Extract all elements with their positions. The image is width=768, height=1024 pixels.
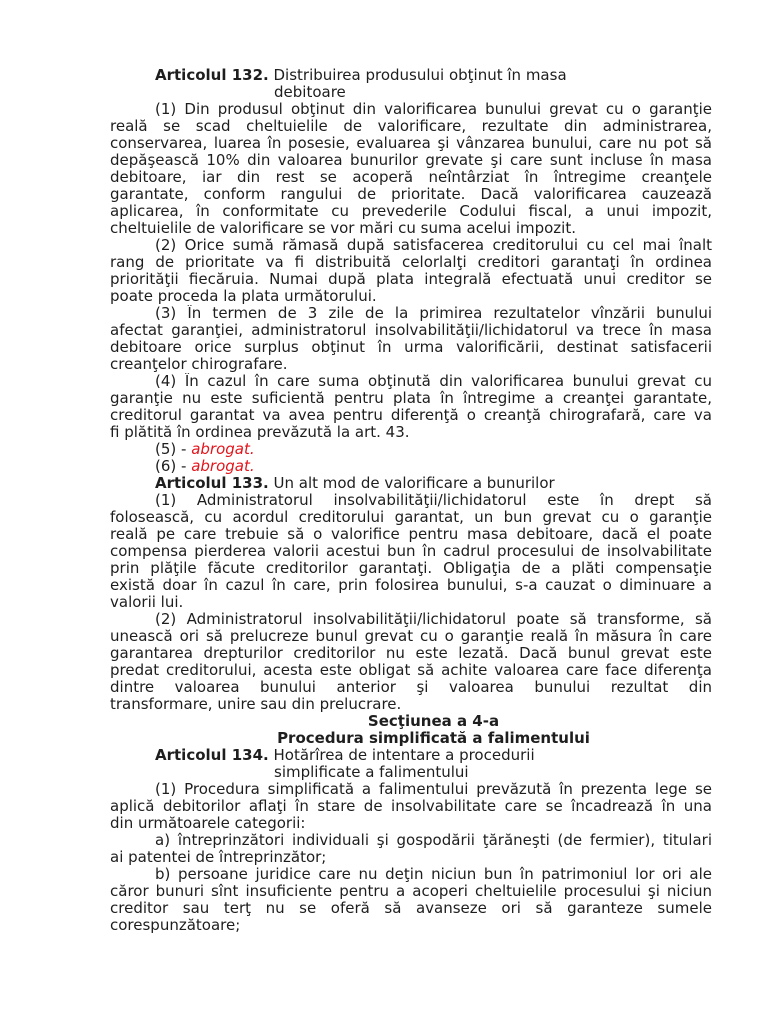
art133-par2-line: (2) Administratorul insolvabilităţii/lichidatorul poate să transforme, să bbox=[155, 611, 712, 628]
art134-item-a-line: a) întreprinzători individuali şi gospodării ţărăneşti (de fermier), titulari bbox=[155, 832, 712, 849]
article-134-heading bbox=[110, 747, 712, 764]
art134-item-b-line: căror bunuri sînt insuficiente pentru a acoperi cheltuielile procesului şi niciun bbox=[110, 883, 712, 900]
article-133-label: Articolul 133. bbox=[155, 474, 269, 492]
art132-par3-line: debitoare orice surplus obţinut în urma valorificării, destinat satisfacerii bbox=[110, 339, 712, 356]
article-132-label: Articolul 132. bbox=[155, 66, 269, 84]
art133-par1-line: compensa pierderea valorii acestui bun în cadrul procesului de insolvabilitate bbox=[110, 543, 712, 560]
article-132-heading bbox=[110, 67, 712, 84]
article-133-heading bbox=[110, 475, 712, 492]
art133-par2-line: garantarea drepturilor creditorilor nu este lezată. Dacă bunul grevat este bbox=[110, 645, 712, 662]
art134-par1-line: (1) Procedura simplificată a falimentului prevăzută în prezenta lege se bbox=[155, 781, 712, 798]
art134-item-b-line: creditor sau terţ nu se oferă să avanseze ori să garanteze sumele bbox=[110, 900, 712, 917]
art134-item-a-line: ai patentei de întreprinzător; bbox=[110, 848, 327, 866]
art132-par4-line: (4) În cazul în care suma obţinută din valorificarea bunului grevat cu bbox=[155, 373, 712, 390]
art132-par4-line: garanţie nu este suficientă pentru plata în întregime a creanţei garantate, bbox=[110, 390, 712, 407]
art132-par3-line: (3) În termen de 3 zile de la primirea rezultatelor vînzării bunului bbox=[155, 305, 712, 322]
document-page bbox=[110, 67, 712, 934]
art133-par1-line: (1) Administratorul insolvabilităţii/lichidatorul este în drept să bbox=[155, 492, 712, 509]
article-134-title: Hotărîrea de intentare a procedurii bbox=[273, 746, 535, 764]
abrogated-status: abrogat. bbox=[191, 457, 255, 475]
art132-par3-line: afectat garanţiei, administratorul insolvabilităţii/lichidatorul va trece în masa bbox=[110, 322, 712, 339]
art132-par2-line: priorităţii fiecăruia. Numai după plata integrală efectuată unui creditor se bbox=[110, 271, 712, 288]
art132-par1-line: garantate, conform rangului de prioritate. Dacă valorificarea cauzează bbox=[110, 186, 712, 203]
art133-par2-line: unească ori să prelucreze bunul grevat cu o garanţie reală în măsura în care bbox=[110, 628, 712, 645]
art132-par1-line: depăşească 10% din valoarea bunurilor grevate şi care sunt incluse în masa bbox=[110, 152, 712, 169]
art132-par2-line: rang de prioritate va fi distribuită celorlalţi creditori garantaţi în ordinea bbox=[110, 254, 712, 271]
article-132-title: Distribuirea produsului obţinut în masa bbox=[273, 66, 567, 84]
art133-par2-line: dintre valoarea bunului anterior şi valoarea bunului rezultat din bbox=[110, 679, 712, 696]
section-heading: Secţiunea a 4-a bbox=[367, 712, 500, 730]
art133-par1-line: valorii lui. bbox=[110, 593, 184, 611]
art134-item-b-line: b) persoane juridice care nu deţin niciun bun în patrimoniul lor ori ale bbox=[155, 866, 712, 883]
art133-par2-line: predat creditorului, acesta este obligat să achite valoarea care face diferenţa bbox=[110, 662, 712, 679]
art132-par1-line: conservarea, luarea în posesie, evaluarea şi vânzarea bunului, care nu pot să bbox=[110, 135, 712, 152]
art133-par1-line: folosească, cu acordul creditorului garantat, un bun grevat cu o garanţie bbox=[110, 509, 712, 526]
article-134-title-continued: simplificate a falimentului bbox=[274, 763, 469, 781]
art132-par1-line: (1) Din produsul obţinut din valorificarea bunului grevat cu o garanţie bbox=[155, 101, 712, 118]
art132-par1-line: cheltuielile de valorificare se vor mări cu suma acelui impozit. bbox=[110, 219, 576, 237]
article-132-title-continued: debitoare bbox=[274, 83, 346, 101]
paragraph-number: (6) - bbox=[155, 457, 187, 475]
art132-par3-line: creanţelor chirografare. bbox=[110, 355, 288, 373]
art132-par1-line: reală se scad cheltuielile de valorificare, rezultate din administrarea, bbox=[110, 118, 712, 135]
art133-par1-line: reală pe care trebuie să o valorifice pentru masa debitoare, dacă el poate bbox=[110, 526, 712, 543]
abrogated-status: abrogat. bbox=[191, 440, 255, 458]
art134-item-b-line: corespunzătoare; bbox=[110, 916, 241, 934]
art132-par4-line: fi plătită în ordinea prevăzută la art. 43. bbox=[110, 423, 410, 441]
art134-par1-line: aplică debitorilor aflaţi în stare de insolvabilitate care se încadrează în una bbox=[110, 798, 712, 815]
art132-par2-line: poate proceda la plata următorului. bbox=[110, 287, 377, 305]
art132-par5-abrogated bbox=[110, 441, 712, 458]
art132-par1-line: debitoare, iar din rest se acoperă neîntârziat în întregime creanţele bbox=[110, 169, 712, 186]
art132-par4-line: creditorul garantat va avea pentru diferenţă o creanţă chirografară, care va bbox=[110, 407, 712, 424]
paragraph-number: (5) - bbox=[155, 440, 187, 458]
art133-par2-line: transformare, unire sau din prelucrare. bbox=[110, 695, 402, 713]
art133-par1-line: prin plăţile făcute creditorilor garantaţi. Obligaţia de a plăti compensaţie bbox=[110, 560, 712, 577]
article-134-label: Articolul 134. bbox=[155, 746, 269, 764]
art133-par1-line: există doar în cazul în care, prin folosirea bunului, s-a cauzat o diminuare a bbox=[110, 577, 712, 594]
art132-par1-line: aplicarea, în conformitate cu prevederile Codului fiscal, a unui impozit, bbox=[110, 203, 712, 220]
art132-par6-abrogated bbox=[110, 458, 712, 475]
section-title: Procedura simplificată a falimentului bbox=[277, 729, 590, 747]
art132-par2-line: (2) Orice sumă rămasă după satisfacerea creditorului cu cel mai înalt bbox=[155, 237, 712, 254]
art134-par1-line: din următoarele categorii: bbox=[110, 814, 306, 832]
article-133-title: Un alt mod de valorificare a bunurilor bbox=[273, 474, 555, 492]
